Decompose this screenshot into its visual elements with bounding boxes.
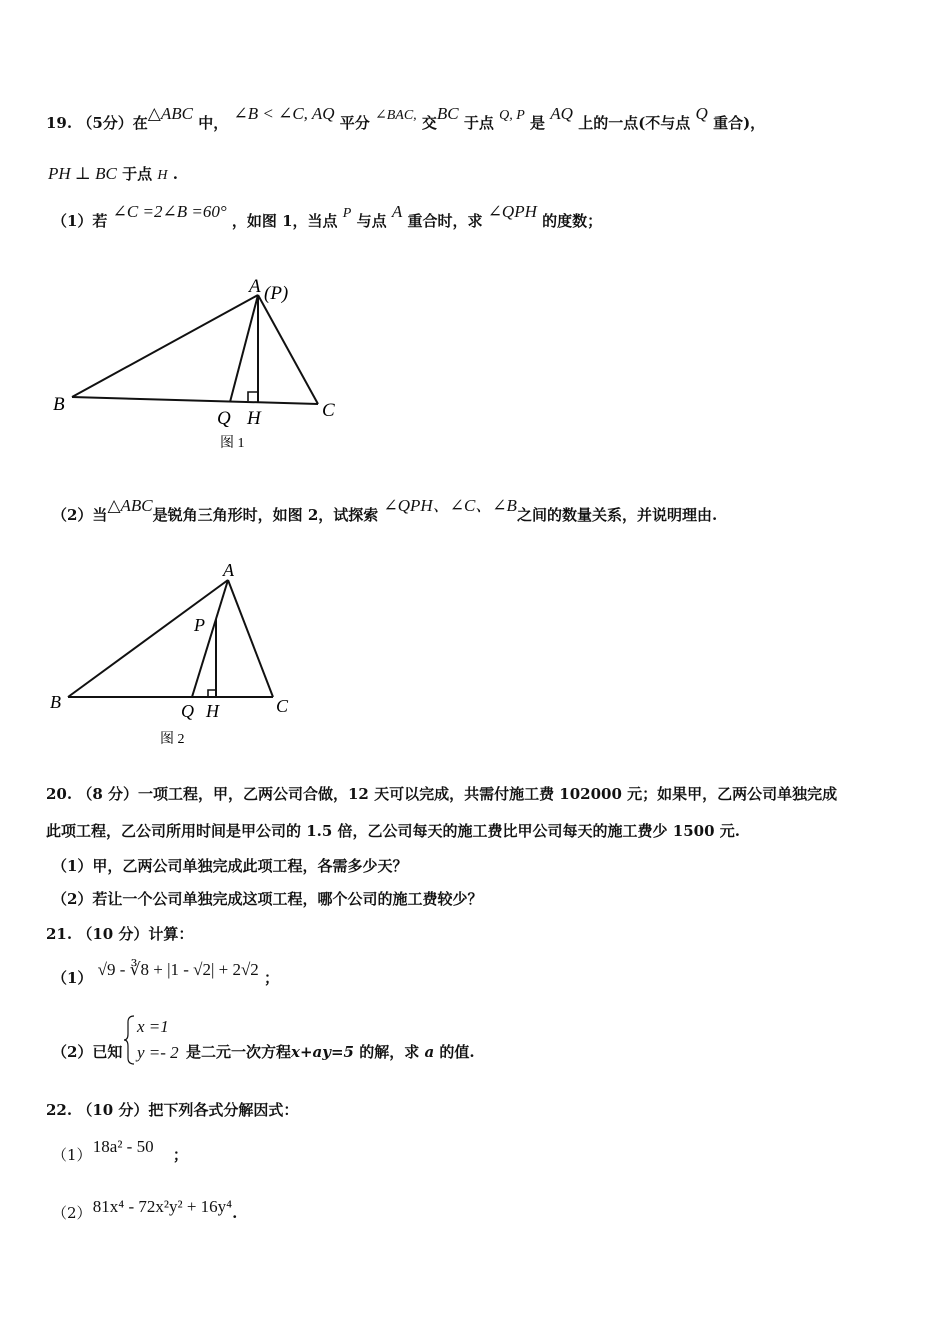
q21-part2: [186, 1041, 475, 1062]
q20-part2: （2）若让一个公司单独完成这项工程，哪个公司的施工费较少？: [52, 890, 483, 908]
right-angle-mark: [248, 392, 258, 401]
math-segment: BC: [436, 104, 459, 123]
label-P: P: [194, 615, 205, 635]
math-condition: ∠B < ∠C, AQ: [233, 104, 335, 123]
figure-1: [40, 270, 360, 460]
system-brace: [122, 1014, 136, 1066]
q20-stem-line1: 20. （8 分）一项工程，甲，乙两公司合做，12 天可以完成，共需付施工费 102000 元；如果甲，乙两公司单独完成: [46, 785, 838, 803]
math-triangle: △ABC: [107, 496, 153, 515]
label-B: B: [53, 394, 65, 415]
label-H: H: [247, 408, 261, 429]
math-angle: ∠BAC,: [375, 108, 417, 123]
q22-part1: [52, 1137, 188, 1165]
text: 的度数；: [542, 212, 603, 230]
q21-part2-label: [52, 1041, 122, 1062]
text: 是锐角三角形时，如图 2，试探索: [152, 506, 379, 524]
system-eq-x: [137, 1017, 169, 1037]
right-angle-mark: [208, 690, 216, 697]
label-A: A: [223, 560, 234, 580]
part-label: （1）: [52, 1146, 92, 1164]
math-point: Q: [695, 104, 708, 123]
side-ac: [228, 580, 273, 697]
label-C: C: [322, 400, 335, 421]
text: 的解，求: [359, 1043, 420, 1061]
text: 的值.: [439, 1043, 475, 1061]
math-segment: AQ: [550, 104, 573, 123]
part-label: （2）: [52, 1204, 92, 1222]
text: 是二元一次方程: [186, 1043, 292, 1061]
text: 交: [421, 114, 437, 132]
math-point: A: [391, 202, 403, 221]
label-Q: Q: [181, 701, 194, 721]
math-condition: ∠C =2∠B =60°: [112, 202, 227, 221]
q19-stem-line1: [46, 104, 766, 133]
side-bc: [72, 397, 318, 404]
math-point: H: [157, 168, 168, 183]
q20-stem-line2: 此项工程，乙公司所用时间是甲公司的 1.5 倍，乙公司每天的施工费比甲公司每天的施工费少 1500 元.: [46, 822, 740, 840]
text: ；: [264, 969, 280, 987]
label-B: B: [50, 692, 61, 712]
text: 中，: [198, 114, 229, 132]
text: ，如图 1，当点: [231, 212, 338, 230]
figure-2-caption: 图 2: [160, 732, 185, 747]
side-ab: [72, 295, 258, 397]
figure-2: [40, 555, 320, 755]
part-label: （1）若: [52, 212, 108, 230]
label-P: (P): [264, 283, 289, 304]
text: .: [232, 1204, 238, 1222]
text: 重合)，: [713, 114, 766, 132]
label-H: H: [206, 701, 219, 721]
text: 在: [132, 114, 148, 132]
math-expression: √9 - ∛8 + |1 - √2| + 2√2: [97, 960, 259, 979]
label-A: A: [249, 276, 261, 297]
q22-header: 22. （10 分）把下列各式分解因式：: [46, 1101, 299, 1119]
text: 是: [530, 114, 546, 132]
part-label: （2）已知: [52, 1043, 123, 1061]
figure-1-caption: 图 1: [220, 436, 245, 451]
text: 于点: [122, 165, 153, 183]
q19-part2: [52, 496, 718, 525]
question-number: 19.: [46, 114, 73, 132]
side-ab: [68, 580, 228, 697]
text: 平分: [339, 114, 370, 132]
math-expression: 18a² - 50: [92, 1137, 154, 1156]
label-Q: Q: [217, 408, 231, 429]
text: 与点: [356, 212, 387, 230]
q21-header: 21. （10 分）计算：: [46, 925, 194, 943]
text: 之间的数量关系，并说明理由.: [516, 506, 718, 524]
text: 于点: [463, 114, 494, 132]
math-equation: x =1: [137, 1017, 169, 1036]
segment-aq: [192, 580, 228, 697]
math-variable: a: [424, 1043, 435, 1061]
q21-part1: [52, 960, 280, 988]
text: 重合时，求: [407, 212, 483, 230]
segment-aq: [230, 295, 258, 402]
math-angles: ∠QPH、∠C、∠B: [383, 496, 517, 515]
math-points: Q, P: [499, 108, 525, 123]
math-expression: 81x⁴ - 72x²y² + 16y⁴: [92, 1197, 233, 1216]
math-perpendicular: PH ⊥ BC: [48, 164, 117, 183]
q20-part1: （1）甲，乙两公司单独完成此项工程，各需多少天？: [52, 857, 408, 875]
side-ac: [258, 295, 318, 404]
text: ；: [172, 1146, 188, 1164]
q19-part1: [52, 202, 603, 231]
label-C: C: [276, 696, 289, 716]
system-eq-y: [137, 1043, 179, 1063]
text: 上的一点(不与点: [578, 114, 691, 132]
question-score: （5分）: [77, 114, 133, 132]
math-equation: x+ay=5: [291, 1043, 354, 1061]
math-angle: ∠QPH: [487, 202, 537, 221]
math-point: P: [342, 206, 352, 221]
math-triangle: △ABC: [147, 104, 193, 123]
q22-part2: [52, 1197, 238, 1223]
part-label: （2）当: [52, 506, 108, 524]
part-label: （1）: [52, 969, 93, 987]
math-equation: y =- 2: [137, 1043, 179, 1062]
text: .: [172, 165, 178, 183]
q19-stem-line2: [48, 163, 178, 184]
